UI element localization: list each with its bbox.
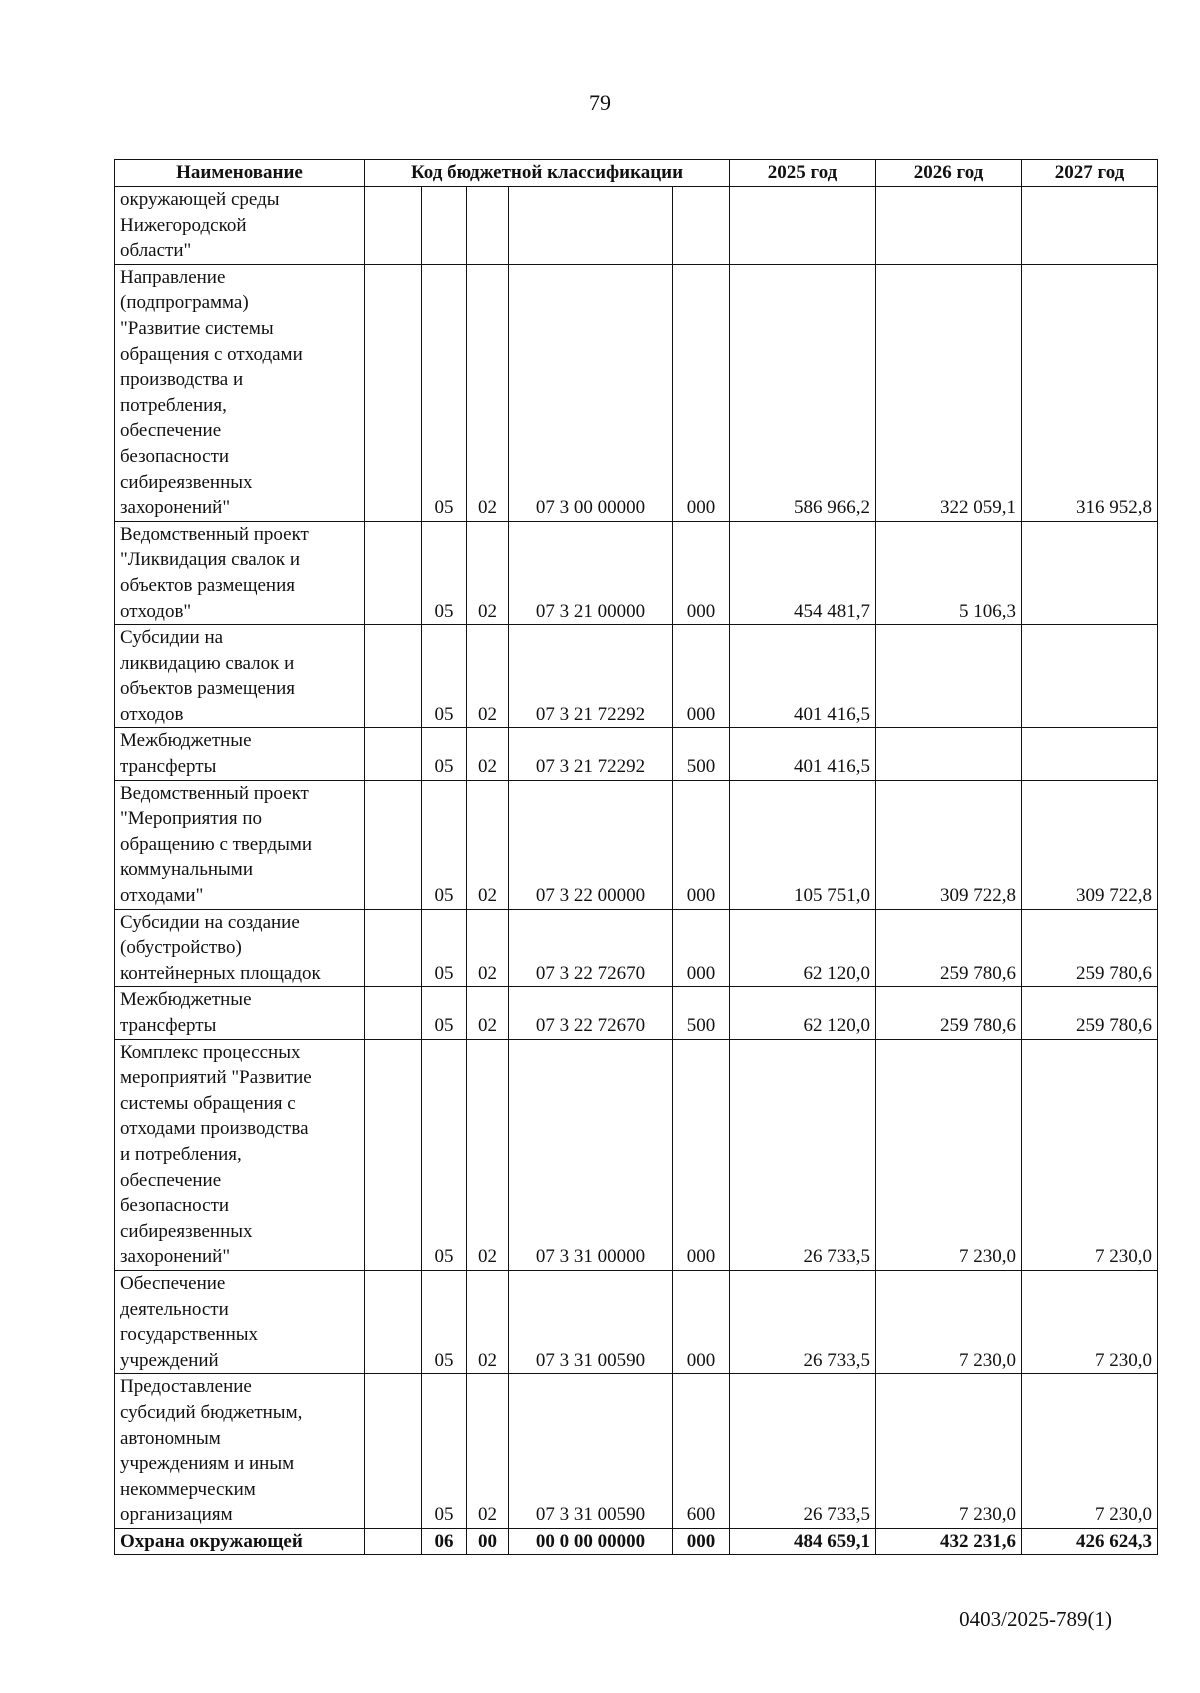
value-2025: 62 120,0	[730, 909, 876, 987]
code-cell: 05	[422, 987, 467, 1039]
code-cell: 05	[422, 1374, 467, 1529]
code-cell: 05	[422, 521, 467, 624]
row-name: Межбюджетные трансферты	[115, 987, 365, 1039]
header-2026: 2026 год	[876, 160, 1022, 187]
code-cell: 07 3 22 72670	[509, 987, 673, 1039]
document-code: 0403/2025-789(1)	[959, 1607, 1112, 1631]
budget-table	[114, 159, 1158, 1555]
code-cell: 07 3 21 72292	[509, 728, 673, 780]
code-cell: 05	[422, 728, 467, 780]
row-name: Ведомственный проект "Ликвидация свалок и объектов размещения отходов"	[115, 521, 365, 624]
code-cell: 02	[467, 1039, 509, 1270]
code-cell: 07 3 21 00000	[509, 521, 673, 624]
value-2025: 62 120,0	[730, 987, 876, 1039]
code-cell	[365, 728, 422, 780]
value-2025: 26 733,5	[730, 1039, 876, 1270]
value-2025: 26 733,5	[730, 1270, 876, 1373]
value-2027	[1022, 728, 1158, 780]
code-cell: 02	[467, 1270, 509, 1373]
value-2027	[1022, 521, 1158, 624]
code-cell: 02	[467, 909, 509, 987]
code-cell	[365, 909, 422, 987]
table-row	[115, 1039, 1158, 1270]
table-row	[115, 987, 1158, 1039]
value-2027: 7 230,0	[1022, 1039, 1158, 1270]
value-2026: 432 231,6	[876, 1528, 1022, 1555]
code-cell: 000	[673, 264, 730, 521]
code-cell: 07 3 31 00590	[509, 1270, 673, 1373]
value-2026	[876, 187, 1022, 265]
code-cell	[673, 187, 730, 265]
code-cell: 000	[673, 521, 730, 624]
value-2027	[1022, 187, 1158, 265]
table-body	[115, 187, 1158, 1555]
value-2027: 426 624,3	[1022, 1528, 1158, 1555]
code-cell: 000	[673, 909, 730, 987]
table-row	[115, 1270, 1158, 1373]
row-name: Комплекс процессных мероприятий "Развитие системы обращения с отходами производства и потребления, обеспечение безопасности сибиреязвенных захоронений"	[115, 1039, 365, 1270]
row-name: окружающей среды Нижегородской области"	[115, 187, 365, 265]
table-row	[115, 187, 1158, 265]
code-cell: 06	[422, 1528, 467, 1555]
value-2026	[876, 728, 1022, 780]
code-cell	[365, 264, 422, 521]
row-name: Предоставление субсидий бюджетным, автономным учреждениям и иным некоммерческим организациям	[115, 1374, 365, 1529]
value-2027	[1022, 625, 1158, 728]
code-cell: 07 3 31 00000	[509, 1039, 673, 1270]
code-cell	[365, 987, 422, 1039]
value-2026: 259 780,6	[876, 987, 1022, 1039]
row-name: Ведомственный проект "Мероприятия по обращению с твердыми коммунальными отходами"	[115, 780, 365, 909]
code-cell: 000	[673, 780, 730, 909]
code-cell: 05	[422, 780, 467, 909]
code-cell	[365, 780, 422, 909]
row-name: Направление (подпрограмма) "Развитие системы обращения с отходами производства и потребления, обеспечение безопасности сибиреязвенных захоронений"	[115, 264, 365, 521]
total-row	[115, 1528, 1158, 1555]
value-2025: 26 733,5	[730, 1374, 876, 1529]
table-row	[115, 1374, 1158, 1529]
value-2026	[876, 625, 1022, 728]
code-cell	[365, 187, 422, 265]
row-name: Охрана окружающей	[115, 1528, 365, 1555]
value-2025: 401 416,5	[730, 728, 876, 780]
code-cell: 07 3 21 72292	[509, 625, 673, 728]
code-cell	[365, 1270, 422, 1373]
value-2026: 7 230,0	[876, 1270, 1022, 1373]
code-cell: 02	[467, 728, 509, 780]
header-2027: 2027 год	[1022, 160, 1158, 187]
value-2026: 322 059,1	[876, 264, 1022, 521]
header-code: Код бюджетной классификации	[365, 160, 730, 187]
code-cell	[365, 1039, 422, 1270]
code-cell: 07 3 22 72670	[509, 909, 673, 987]
code-cell: 07 3 22 00000	[509, 780, 673, 909]
code-cell: 02	[467, 987, 509, 1039]
code-cell: 02	[467, 625, 509, 728]
value-2027: 7 230,0	[1022, 1270, 1158, 1373]
code-cell: 05	[422, 625, 467, 728]
code-cell: 000	[673, 1528, 730, 1555]
code-cell: 00 0 00 00000	[509, 1528, 673, 1555]
code-cell	[365, 1528, 422, 1555]
code-cell: 00	[467, 1528, 509, 1555]
code-cell	[365, 521, 422, 624]
code-cell: 000	[673, 1270, 730, 1373]
code-cell: 07 3 00 00000	[509, 264, 673, 521]
code-cell	[509, 187, 673, 265]
code-cell: 02	[467, 521, 509, 624]
table-row	[115, 521, 1158, 624]
table-row	[115, 909, 1158, 987]
code-cell	[467, 187, 509, 265]
code-cell: 02	[467, 780, 509, 909]
table-row	[115, 264, 1158, 521]
value-2025	[730, 187, 876, 265]
value-2027: 7 230,0	[1022, 1374, 1158, 1529]
value-2026: 5 106,3	[876, 521, 1022, 624]
value-2025: 401 416,5	[730, 625, 876, 728]
code-cell: 02	[467, 264, 509, 521]
value-2025: 484 659,1	[730, 1528, 876, 1555]
table-row	[115, 625, 1158, 728]
code-cell: 500	[673, 728, 730, 780]
code-cell: 05	[422, 264, 467, 521]
value-2027: 316 952,8	[1022, 264, 1158, 521]
code-cell: 07 3 31 00590	[509, 1374, 673, 1529]
code-cell: 600	[673, 1374, 730, 1529]
page-number: 79	[589, 90, 611, 115]
code-cell: 05	[422, 1039, 467, 1270]
code-cell: 05	[422, 909, 467, 987]
code-cell: 02	[467, 1374, 509, 1529]
code-cell: 000	[673, 625, 730, 728]
header-name: Наименование	[115, 160, 365, 187]
code-cell	[365, 1374, 422, 1529]
row-name: Субсидии на создание (обустройство) контейнерных площадок	[115, 909, 365, 987]
code-cell	[365, 625, 422, 728]
value-2025: 105 751,0	[730, 780, 876, 909]
value-2026: 309 722,8	[876, 780, 1022, 909]
row-name: Субсидии на ликвидацию свалок и объектов размещения отходов	[115, 625, 365, 728]
code-cell: 000	[673, 1039, 730, 1270]
value-2026: 7 230,0	[876, 1374, 1022, 1529]
row-name: Межбюджетные трансферты	[115, 728, 365, 780]
value-2027: 259 780,6	[1022, 987, 1158, 1039]
value-2025: 454 481,7	[730, 521, 876, 624]
code-cell	[422, 187, 467, 265]
value-2027: 259 780,6	[1022, 909, 1158, 987]
code-cell: 05	[422, 1270, 467, 1373]
value-2026: 259 780,6	[876, 909, 1022, 987]
header-2025: 2025 год	[730, 160, 876, 187]
table-row	[115, 780, 1158, 909]
header-row	[115, 160, 1158, 187]
row-name: Обеспечение деятельности государственных учреждений	[115, 1270, 365, 1373]
value-2027: 309 722,8	[1022, 780, 1158, 909]
value-2026: 7 230,0	[876, 1039, 1022, 1270]
table-row	[115, 728, 1158, 780]
code-cell: 500	[673, 987, 730, 1039]
value-2025: 586 966,2	[730, 264, 876, 521]
